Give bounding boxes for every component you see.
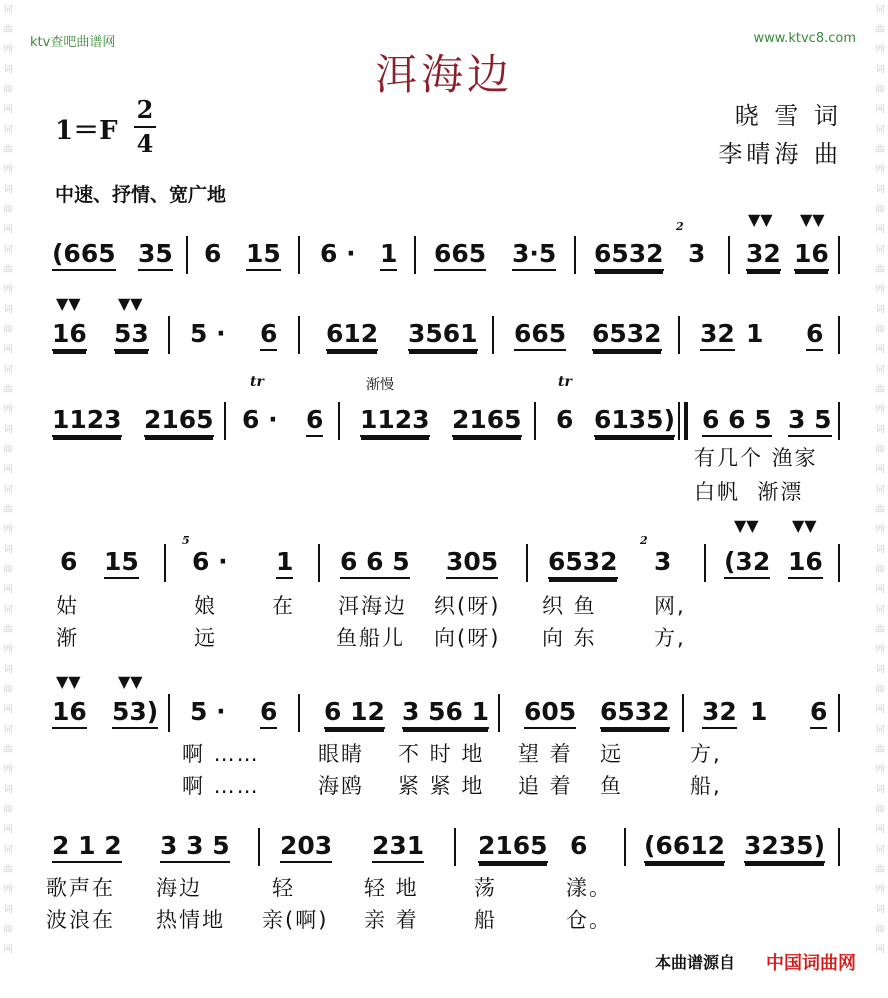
note-group: 15 [246,239,281,271]
note-group: 2165 [478,831,548,863]
repeat-barline [678,402,688,440]
barline [298,316,300,354]
lyric-syllable: 鱼船儿 [336,626,405,650]
barline [338,402,340,440]
lyric-syllable: 网, [654,594,686,618]
note-group: 6532 [600,697,670,729]
left-watermark-strip: 词曲网词曲网词曲网词曲网词曲网词曲网词曲网词曲网词曲网词曲网词曲网词曲网词曲网词曲网词曲网词曲网 [3,5,13,955]
note-group: 6 · [320,239,365,268]
note-group: 6 [570,831,588,860]
barline [298,694,300,732]
lyric-syllable: 轻 [272,876,295,900]
composer-credit: 李晴海 曲 [718,140,842,168]
lyric-syllable: 啊 …… [182,742,260,766]
barline [318,544,320,582]
note-group: 6 6 5 [340,547,410,579]
note-group: 1 [746,319,764,348]
lyric-syllable: 鱼 [600,774,623,798]
note-group: 665 [434,239,486,271]
note-group: 32 [746,239,781,271]
note-group: 6 [306,405,323,437]
barline [164,544,166,582]
note-group: 5 · [190,319,226,348]
lyric-syllable: 海鸥 [318,774,364,798]
site-url-right: www.ktvc8.com [753,31,856,46]
note-group: 3 5 [788,405,832,437]
lyric-syllable: 方, [690,742,722,766]
note-group: 1 [750,697,768,726]
note-group: 16 [794,239,829,271]
note-group: 6 [806,319,823,351]
note-group: 3 [654,547,672,576]
key-signature: 1＝F [55,116,118,146]
staff-row-1: (665 35 6 15 6 · 1 665 3·5 6532 2 3 ▼▼ 32 ▼▼ 16 [50,222,842,282]
note-group: 3 56 1 [402,697,489,729]
note-group: 6 [204,239,222,268]
lyric-syllable: 远 [194,626,217,650]
barline [838,694,840,732]
lyric-syllable: 姑 [56,594,79,618]
note-group: 6532 [548,547,618,579]
note-group: (6612 [644,831,725,863]
barline [838,402,840,440]
note-group: 2165 [144,405,214,437]
barline [414,236,416,274]
lyric-syllable: 向 东 [542,626,597,650]
note-group: 6 · [192,547,228,576]
barline [298,236,300,274]
note-group: 15 [104,547,139,579]
barline [728,236,730,274]
ritardando-mark: 渐慢 [366,377,394,393]
note-group: 32 [702,697,737,729]
lyric-syllable: 亲 着 [364,908,419,932]
lyric-syllable: 漾。 [566,876,612,900]
lyric-syllable: 轻 地 [364,876,419,900]
barline [678,316,680,354]
staff-row-2: ▼▼ 16 ▼▼ 53 5 · 6 612 3561 665 6532 32 1 6 [50,302,842,362]
note-group: 3·5 [512,239,556,271]
song-title: 洱海边 [374,50,513,99]
note-group: 203 [280,831,332,863]
note-group: 6 12 [324,697,385,729]
note-group: 6 [556,405,574,434]
note-group: 53) [112,697,158,729]
right-watermark-strip: 词曲网词曲网词曲网词曲网词曲网词曲网词曲网词曲网词曲网词曲网词曲网词曲网词曲网词曲网词曲网词曲网 [875,5,885,955]
lyric-syllable: 荡 [474,876,497,900]
barline [682,694,684,732]
note-group: 2 1 2 [52,831,122,863]
trill-mark: tr [250,374,264,390]
lyric-syllable: 仓。 [566,908,612,932]
barline [838,828,840,866]
barline [492,316,494,354]
trill-mark: tr [558,374,572,390]
lyric-syllable: 远 [600,742,623,766]
lyricist-credit: 晓 雪 词 [734,102,842,130]
lyric-line: 白帆 渐漂 [694,480,804,504]
note-group: 1123 [52,405,122,437]
time-signature-bottom: 4 [136,129,154,158]
lyric-syllable: 歌声在 [46,876,115,900]
time-signature-top: 2 [136,95,154,124]
note-group: 5 · [190,697,226,726]
lyric-syllable: 船 [474,908,497,932]
lyric-line: 有几个 渔家 [694,446,818,470]
lyric-syllable: 海边 [156,876,202,900]
note-group: 35 [138,239,173,271]
lyric-syllable: 眼睛 [318,742,364,766]
lyric-syllable: 织 鱼 [542,594,597,618]
time-signature [130,96,160,158]
note-group: 231 [372,831,424,863]
lyric-syllable: 向(呀) [434,626,501,650]
staff-row-4: 6 15 5 6 · 1 6 6 5 305 6532 2 3 ▼▼ (32 ▼▼ 16 [50,530,842,590]
lyric-syllable: 娘 [194,594,217,618]
note-group: 612 [326,319,378,351]
barline [704,544,706,582]
barline [168,316,170,354]
note-group: 6 [810,697,827,729]
site-name-left: ktv查吧曲谱网 [30,35,116,50]
barline [258,828,260,866]
note-group: 16 [788,547,823,579]
note-group: (665 [52,239,116,271]
barline [526,544,528,582]
staff-row-5: ▼▼ 16 ▼▼ 53) 5 · 6 6 12 3 56 1 605 6532 32 1 6 [50,680,842,740]
note-group: 6 · [242,405,287,434]
barline [186,236,188,274]
note-group: 1 [276,547,293,579]
barline [498,694,500,732]
lyric-syllable: 热情地 [156,908,225,932]
barline [574,236,576,274]
note-group: 2165 [452,405,522,437]
lyric-syllable: 船, [690,774,722,798]
note-group: 1 [380,239,397,271]
note-group: 16 [52,697,87,729]
lyric-syllable: 织(呀) [434,594,501,618]
note-group: 605 [524,697,576,729]
source-site-name: 中国词曲网 [766,953,856,974]
lyric-syllable: 紧 紧 地 [398,774,485,798]
barline [534,402,536,440]
staff-row-6 [50,814,842,874]
lyric-syllable: 洱海边 [338,594,407,618]
lyric-syllable: 追 着 [518,774,573,798]
note-group: 3235) [744,831,825,863]
barline [838,236,840,274]
note-group: 53 [114,319,149,351]
note-group: 6 [260,697,277,729]
note-group: 3561 [408,319,478,351]
lyric-syllable: 望 着 [518,742,573,766]
barline [838,544,840,582]
lyric-syllable: 在 [272,594,295,618]
lyric-syllable: 啊 …… [182,774,260,798]
note-group: 6 6 5 [702,405,772,437]
note-group: 3 [688,239,706,268]
barline [624,828,626,866]
barline [838,316,840,354]
note-group: 32 [700,319,735,351]
note-group: 6 [60,547,78,576]
note-group: (32 [724,547,770,579]
lyric-syllable: 不 时 地 [398,742,485,766]
note-group: 6532 [592,319,662,351]
lyric-syllable: 波浪在 [46,908,115,932]
lyric-syllable: 亲(啊) [262,908,329,932]
note-group: 6 [260,319,277,351]
note-group: 16 [52,319,87,351]
time-signature-divider [134,126,156,128]
lyric-syllable: 方, [654,626,686,650]
tempo-marking: 中速、抒情、宽广地 [55,184,227,206]
note-group: 6135) [594,405,675,437]
note-group: 665 [514,319,566,351]
lyric-syllable: 渐 [56,626,79,650]
staff-row-3 [50,374,842,448]
barline [224,402,226,440]
barline [168,694,170,732]
note-group: 3 3 5 [160,831,230,863]
note-group: 6532 [594,239,664,271]
source-label: 本曲谱源自 [655,953,736,972]
note-group: 305 [446,547,498,579]
barline [454,828,456,866]
note-group: 1123 [360,405,430,437]
